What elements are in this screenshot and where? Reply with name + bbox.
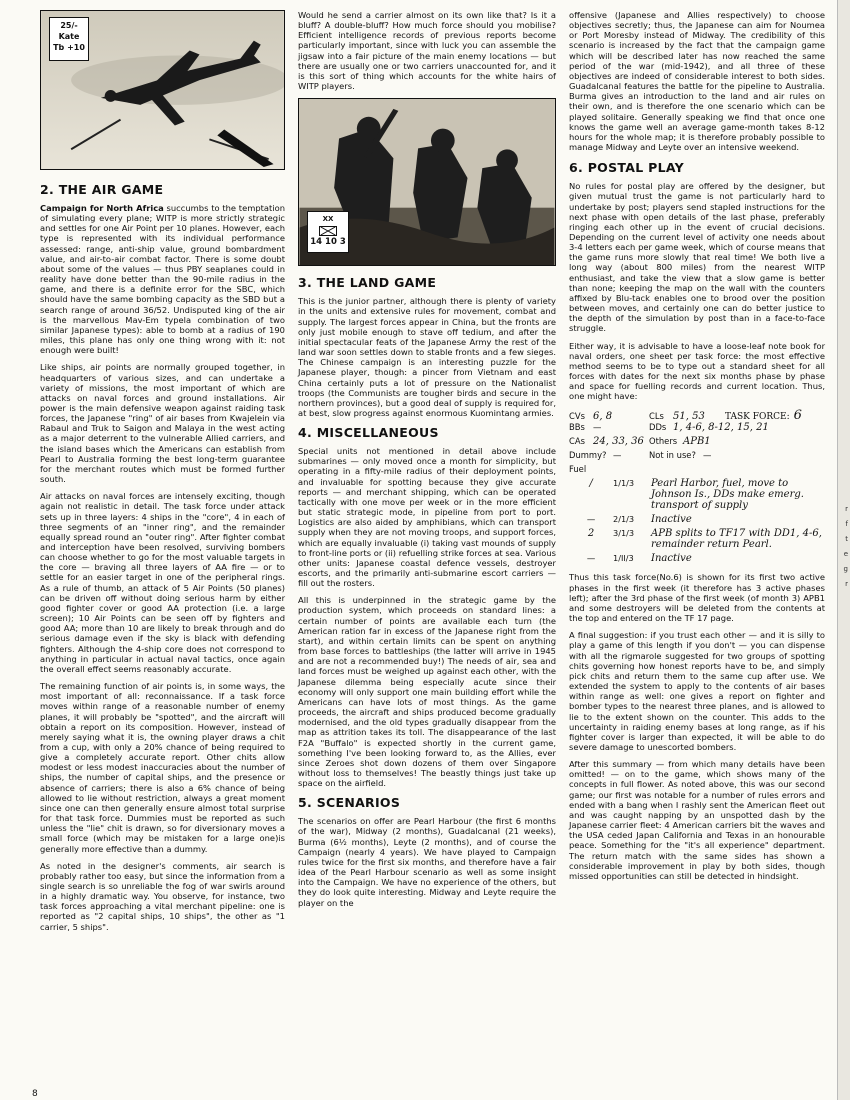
bbs-value: — — [593, 422, 602, 433]
log-note: APB splits to TF17 with DD1, 4-6, remainder return Pearl. — [651, 528, 822, 551]
edge-glyph: t — [845, 535, 848, 543]
heading-air-game: 2. THE AIR GAME — [40, 182, 164, 197]
edge-glyph: f — [845, 520, 848, 528]
log-date: 2/1/3 — [613, 514, 635, 525]
dds-label: DDs — [649, 422, 667, 433]
task-force-log — [569, 478, 825, 564]
tf-row-carriers — [569, 408, 825, 422]
task-force-sheet — [569, 408, 825, 564]
postal-paragraph-4: A final suggestion: if you trust each other — and it is silly to play a game of this length if you don't — you can dispense with all the rigmarole suggested for two groups of spotting chits governing how honest reports have to be, and simply pick chits and return them to the same cup after use. We extended the system to apply to the contents of air bases within range as well: one gives a report on fighter and bomber types to the nearest three planes, and is allowed to lie to the extent shown on the counter. This adds to the uncertainty in raiding enemy bases at long range, as if his fighter cover is larger than expected, it will be able to do severe damage to unescorted bombers. — [569, 630, 825, 752]
log-fuel: — — [586, 553, 596, 564]
log-row — [569, 528, 825, 550]
others-value: APB1 — [683, 436, 711, 448]
misc-paragraph-1: Special units not mentioned in detail above include submarines — only moved once a month for simplicity, but operating in a fifty-mile radius of their deployment points, and invaluable for spotting because they give accurate reports — and merchant shipping, which can be operated tactically with one move per week or in the more efficient but static strategic mode, in pipeline from port to port. Logistics are also aided by amphibians, which can transport supply when they are not moving troops, and support forces, which are equally invaluable (i) taking vast mounds of supply to front-line ports or (ii) refuelling strike forces at sea. Various other units: Japanese coastal defence vessels, destroyer escorts, and the primarily anti-submarine escort carriers — fill out the rosters. — [298, 446, 556, 589]
air-paragraph-1-text: succumbs to the temptation of simulating every plane; WITP is more strictly strategic and settles for one Air Point per 10 planes. However, each type is represented with its individual performance assessed: range, anti-ship value, ground bombardment value, and air-to-air combat factor. There is some doubt about some of the values — thus PBY seaplanes could in reality have done better than the 90-mile radius in the game, and there is a definite error for the SBC, which should have the same bombing capacity as the SBD but a search range of around 36/52. Undisputed king of the air is the marvellous Mav-Em typela combination of two similar Japanese types): able to bomb at a radius of 190 miles, this plane has only one thing wrong with it: not enough were built! — [40, 203, 285, 356]
kate-counter-factor: Tb +10 — [53, 43, 85, 52]
postal-paragraph-3: Thus this task force(No.6) is shown for its first two active phases in the first week (it therefore has 3 active phases left); after the 3rd phase of the first week (of month 3) APB1 and some destroyers will be deleted from the contents at the top and entered on the TF 17 page. — [569, 572, 825, 624]
scenarios-continued-paragraph: offensive (Japanese and Allies respectively) to choose objectives secretly; thus, the Japanese can aim for Noumea or Port Moresby instead of Midway. The credibility of this scenario is increased by the fact that the campaign game which will be described later has now reached the same period of the war (mid-1942), and all three of these objectives are indeed of considerable interest to both sides. Guadalcanal features the battle for the pipeline to Australia. Burma gives an introduction to the land and air rules on their own, and is therefore the one scenario which can be played solitaire. Generally speaking we find that once one knows the game well an average game-month takes 8-12 hours for the whole map; it is therefore probably possible to manage Midway and Leyte over an intensive weekend. — [569, 10, 825, 153]
dds-value: 1, 4-6, 8-12, 15, 21 — [673, 422, 769, 434]
cls-value: 51, 53 — [673, 411, 705, 423]
log-row — [569, 553, 825, 564]
air-paragraph-1 — [40, 203, 285, 355]
misc-paragraph-2: All this is underpinned in the strategic game by the production system, which proceeds on standard lines: a certain number of points are available each turn (the American ration far in excess of the Japanese right from the start), and within certain limits can be spent on anything from base forces to battleships (the latter will arrive in 1945 and are not a recommended buy!) The needs of air, sea and land forces must be weighed up against each other, with the Japanese dilemma being especially acute since their economy will only support one main building effort while the Americans can have lots of most things. As the game proceeds, the aircraft and ships produced become gradually modernised, and the old types gradually disappear from the map as attrition takes its toll. The disappearance of the last F2A "Buffalo" is expected shortly in the current game, something I've been looking forward to, as the Allies, ever since Zeroes shot down dozens of them over Singapore without loss to themselves! The beastly things just take up space on the airfield. — [298, 595, 556, 789]
army-counter-size: XX — [322, 215, 334, 224]
tf-row-battleships — [569, 422, 825, 436]
infantry-cross-icon — [320, 227, 336, 235]
log-row — [569, 478, 825, 511]
postal-paragraph-1: No rules for postal play are offered by the designer, but given mutual trust the game is not particularly hard to undertake by post; players send stapled instructions for the next phase with open details of the last phase, preferably ringing each other up in the event of crucial decisions. Depending on the current level of activity one needs about 3-4 letters each per game week, which of course means that the game runs more slowly that real time! We both live a long way (about 800 miles) from the nearest WITP enthusiast, and take the view that a slow game is better than none; keeping the map on the wall with the counters affixed by Blu-tack enables one to brood over the position between moves, and certainly one can do better justice to the depth of the simulation by post than in a face-to-face struggle. — [569, 181, 825, 334]
log-date: 1/1/3 — [613, 478, 635, 489]
log-fuel: 2 — [587, 528, 595, 540]
air-lead-title: Campaign for North Africa — [40, 203, 164, 213]
edge-glyph: e — [843, 550, 848, 558]
page-number: 8 — [32, 1089, 38, 1099]
army-counter-values: 14 10 3 — [310, 237, 346, 248]
edge-glyph: r — [845, 505, 848, 513]
kate-counter — [49, 17, 89, 61]
cls-label: CLs — [649, 411, 664, 422]
tf-row-cruisers — [569, 436, 825, 450]
log-note: Inactive — [651, 514, 692, 526]
cas-value: 24, 33, 36 — [593, 436, 644, 448]
log-note: Pearl Harbor, fuel, move to Johnson Is., DDs make emerg. transport of supply — [651, 478, 804, 512]
log-note: Inactive — [651, 553, 692, 565]
kate-counter-name: Kate — [58, 32, 80, 41]
scenarios-paragraph: The scenarios on offer are Pearl Harbour (the first 6 months of the war), Midway (2 months), Guadalcanal (21 weeks), Burma (6½ months), Leyte (2 months), and of course the Campaign (nearly 4 years). We have played to Campaign rules twice for the first six months, and therefore have a fair idea of the Pearl Harbour scenario as well as some insight into the Campaign. We have no experience of the others, but they do look quite interesting. Midway and Leyte require the player on the — [298, 816, 556, 908]
others-label: Others — [649, 436, 678, 447]
bluff-paragraph: Would he send a carrier almost on its own like that? Is it a bluff? A double-bluff? How much force should you mobilise? Efficient intelligence records of previous reports become particularly important, since with luck you can assemble the jigsaw into a fair picture of the main enemy locations — but there are usually one or two carriers unaccounted for, and it is this sort of thing which accounts for the white hairs of WITP players. — [298, 10, 556, 92]
tf-row-fuel — [569, 464, 825, 478]
column-middle — [298, 10, 556, 915]
army-counter-symbol — [319, 226, 337, 236]
aircraft-photo — [40, 10, 285, 170]
log-row — [569, 514, 825, 525]
air-paragraph-5: As noted in the designer's comments, air search is probably rather too easy, but since the information from a single search is so unreliable the fog of war swirls around in a highly dramatic way. You observe, for instance, two task forces approaching a vital merchant pipeline: one is reported as "2 capital ships, 10 ships", the other as "1 carrier, 5 ships". — [40, 860, 285, 932]
page-edge-strip — [837, 0, 850, 1100]
not-in-use-value: — — [703, 450, 712, 461]
air-paragraph-4: The remaining function of air points is, in some ways, the most important of all: reconnaissance. If a task force moves within range of a reasonable number of enemy planes, it will probably be "spotted", and the aircraft will obtain a report on its composition. However, instead of merely saying what it is, the owning player draws a chit from a cup, with only a 20% chance of being required to give a completely accurate report. Other chits allow modest or less modest inaccuracies about the number of ships, the number of capital ships, and the presence or absence of carriers; there is also a 6% chance of being allowed to lie without restriction, always a great moment since one can then generally ensure almost total surprise for that task force. Dummies must be reported as such unless the "lie" chit is drawn, so for diversionary moves a small force (which may be mistaken for a large one)is generally more effective than a dummy. — [40, 681, 285, 854]
not-in-use-label: Not in use? — [649, 450, 696, 461]
army-counter — [307, 211, 349, 253]
air-paragraph-2: Like ships, air points are normally grouped together, in headquarters of various sizes, and can undertake a variety of missions, the most important of which are attacks on naval forces and ground installations. Air power is the main defensive weapon against raiding task forces, the Japanese "ring" of air bases from Kwajelein via Rabaul and Truk to Saigon and Malaya in the west acting as a major deterrent to the vulnerable Allied carriers, and the island bases which the Americans can establish from Pearl to Australia forming the best long-term guarantee for the merchant routes which must be formed further south. — [40, 362, 285, 485]
cas-label: CAs — [569, 436, 585, 447]
land-paragraph: This is the junior partner, although there is plenty of variety in the units and extensive rules for movement, combat and supply. The largest forces appear in China, but the fronts are only just mobile enough to stave off tedium, and after the initial spectacular feats of the Japanese Army the rest of the land war soon settles down to stable fronts and a few sieges. The Chinese campaign is an interesting puzzle for the Japanese player, though: a pincer from Vietnam and east China certainly puts a lot of pressure on the Nationalist troops (the Communists are tougher birds and secure in the northern provinces), but a good deal of supply is required for, at best, slow progress against enormous Kuomintang armies. — [298, 296, 556, 418]
dummy-value: — — [613, 450, 622, 461]
heading-land-game: 3. THE LAND GAME — [298, 275, 437, 291]
tf-row-dummy — [569, 450, 825, 464]
log-date: 3/1/3 — [613, 528, 635, 539]
heading-postal-play: 6. POSTAL PLAY — [569, 160, 684, 176]
heading-scenarios: 5. SCENARIOS — [298, 795, 401, 811]
log-fuel: / — [589, 478, 593, 490]
column-right — [569, 10, 825, 888]
edge-glyph: g — [843, 565, 848, 573]
postal-paragraph-5: After this summary — from which many details have been omitted! — on to the game, which shows many of the concepts in full flower. As noted above, this was our second game; our first was notable for a number of rules errors and ended with a bang when I rashly sent the American fleet out and was caught napping by an unspotted dash by the Japanese carrier fleet: 4 American carriers bit the waves and the USA ceded Japan California and Texas in an honourable peace. Something for the "it's all experience" department. The return match with the same sides has shown a considerable improvement in play by both sides, though missed opportunities can still be detected in hindsight. — [569, 759, 825, 881]
dummy-label: Dummy? — [569, 450, 607, 461]
soldiers-photo — [298, 98, 556, 266]
fuel-label: Fuel — [569, 464, 587, 475]
cvs-label: CVs — [569, 411, 585, 422]
air-paragraph-3: Air attacks on naval forces are intensely exciting, though again not realistic in detail. The task force under attack sets up in three layers: 4 ships in the "core", 4 in each of three segments of an "inner ring", and the remainder equally spread round an "outer ring". After fighter combat and interception have been resolved, surviving bombers can choose whether to go for the most valuable targets in the core — braving all three layers of AA fire — or to settle for an easier target in one of the peripheral rings. As a rule of thumb, an attack of 5 Air Points (50 planes) can be driven off without doing serious harm by either good fighter cover or good AA protection (i.e. a large screen); 10 Air Points can be seen off by fighters and good AA; more than 10 are likely to break through and do serious damage even if the sky is black with defending fighters. Although the 4-ship core does not correspond to anything in particular in actual naval tactics, once again the overall effect seems reasonably accurate. — [40, 491, 285, 674]
task-force-label: TASK FORCE: — [725, 412, 790, 423]
heading-miscellaneous: 4. MISCELLANEOUS — [298, 425, 439, 441]
column-left — [40, 10, 285, 939]
log-fuel: — — [586, 514, 596, 525]
cvs-value: 6, 8 — [593, 411, 613, 423]
log-date: 1/II/3 — [613, 553, 634, 564]
kate-counter-strength: 25/- — [60, 21, 78, 30]
postal-paragraph-2: Either way, it is advisable to have a loose-leaf note book for naval orders, one sheet per task force: the most effective method seems to be to type out a standard sheet for all forces with dates for the next six months phase by phase and space for fuelling records and current location. Thus, one might have: — [569, 340, 825, 402]
edge-glyph: r — [845, 580, 848, 588]
bbs-label: BBs — [569, 422, 585, 433]
task-force-number: 6 — [793, 408, 802, 424]
